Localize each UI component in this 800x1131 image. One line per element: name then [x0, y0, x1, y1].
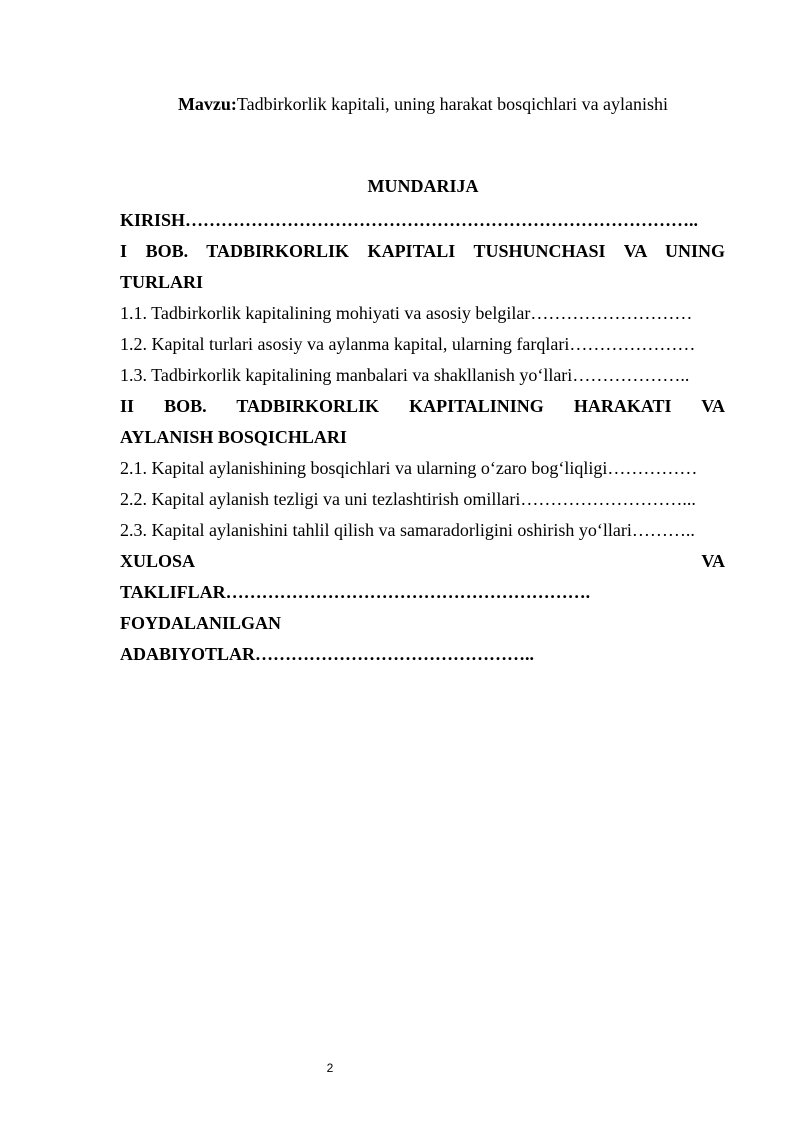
toc-entry-2-2: [120, 484, 725, 515]
toc-entry-1-3: [120, 360, 725, 391]
toc-leader-dots: ………..: [631, 520, 695, 540]
toc-leader-dots: ………………………...: [520, 489, 696, 509]
toc-chapter-1-title-cont: TURLARI: [120, 272, 204, 292]
toc-chapter-1-title: I BOB. TADBIRKORLIK KAPITALI TUSHUNCHASI VA UNING: [120, 241, 725, 261]
topic-text: Tadbirkorlik kapitali, uning harakat bosqichlari va aylanishi: [236, 94, 669, 114]
toc-leader-dots: ………………………: [530, 303, 693, 323]
page-number: 2: [326, 1061, 334, 1075]
toc-entry-1-2: [120, 329, 725, 360]
document-topic: [0, 94, 800, 115]
toc-leader-dots: ……………: [607, 458, 698, 478]
toc-leader-dots: …………………………………………………………………………..: [185, 210, 699, 230]
toc-chapter-2-title-cont: AYLANISH BOSQICHLARI: [120, 427, 347, 447]
toc-conclusion-title: XULOSA VA: [120, 551, 725, 571]
toc-leader-dots: …………………: [569, 334, 696, 354]
toc-references-title-cont: ADABIYOTLAR………………………………………..: [120, 644, 535, 664]
toc-entry-title: KIRISH: [120, 210, 186, 230]
toc-entry-2-1: [120, 453, 725, 484]
toc-entry-title: 2.2. Kapital aylanish tezligi va uni tezlashtirish omillari: [120, 489, 521, 509]
toc-chapter-2-title: II BOB. TADBIRKORLIK KAPITALINING HARAKATI VA: [120, 396, 725, 416]
toc-entry-1-1: [120, 298, 725, 329]
table-of-contents: [120, 205, 725, 670]
toc-entry-2-3: [120, 515, 725, 546]
toc-entry-title: 1.1. Tadbirkorlik kapitalining mohiyati va asosiy belgilar: [120, 303, 531, 323]
toc-conclusion-title-cont: TAKLIFLAR…………………………………………………….: [120, 582, 591, 602]
toc-entry-intro: [120, 205, 725, 236]
toc-leader-dots: ………………..: [572, 365, 690, 385]
toc-entry-title: 1.3. Tadbirkorlik kapitalining manbalari va shakllanish yo‘llari: [120, 365, 573, 385]
toc-heading: MUNDARIJA: [367, 176, 479, 196]
toc-entry-title: 2.3. Kapital aylanishini tahlil qilish va samaradorligini oshirish yo‘llari: [120, 520, 632, 540]
toc-references-title: FOYDALANILGAN: [120, 613, 282, 633]
topic-label: Mavzu:: [177, 94, 237, 114]
toc-entry-title: 1.2. Kapital turlari asosiy va aylanma kapital, ularning farqlari: [120, 334, 570, 354]
toc-entry-title: 2.1. Kapital aylanishining bosqichlari va ularning o‘zaro bog‘liqligi: [120, 458, 608, 478]
